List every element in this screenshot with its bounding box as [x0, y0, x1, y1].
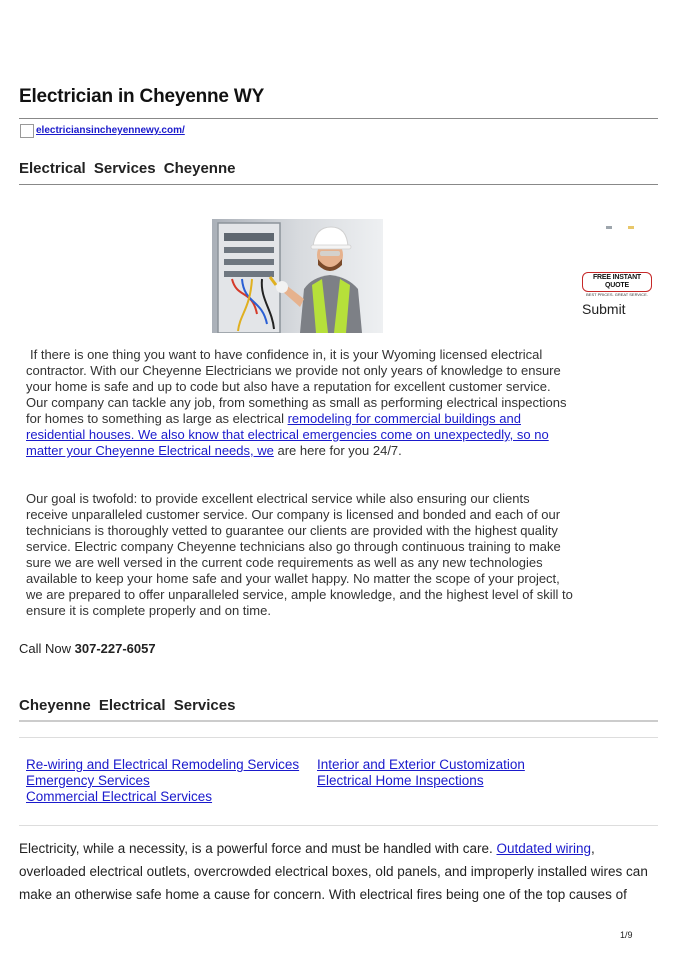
electrician-photo — [212, 219, 383, 333]
remodeling-link[interactable]: remodeling for commercial buildings and residential houses. We also know that electrical emergencies come on unexpectedly, so no matter your Cheyenne Electrical needs, we — [26, 411, 549, 458]
quote-badge-label: FREE INSTANT QUOTE — [582, 272, 652, 292]
favicon-icon — [20, 124, 34, 138]
phone-number[interactable]: 307-227-6057 — [74, 641, 156, 656]
body-text-end: , overloaded electrical outlets, overcrowded electrical boxes, old panels, and improperly installed wires can make an otherwise safe home a cause for concern. With electrical fires being one of the top causes of — [19, 841, 648, 902]
body-text-start: Electricity, while a necessity, is a powerful force and must be handled with care. — [19, 841, 497, 856]
intro-text-end: are here for you 24/7. — [273, 443, 402, 458]
goal-paragraph: Our goal is twofold: to provide excellent electrical service while also ensuring our clients receive unparalleled customer service. Our company is licensed and bonded and each of our technicians is thoroughly vetted to guarantee our clients are provided with the highest quality service. Electric company Cheyenne technicians also go through continuous training to make sure we are well versed in the current code requirements as well as any new technologies available to keep your home safe and your wallet happy. No matter the scope of your project, we are prepared to offer unparalleled service, ample knowledge, and the highest level of skill to ensure it is complete properly and on time. — [26, 491, 573, 618]
section-heading-cheyenne-services: Cheyenne Electrical Services — [19, 697, 236, 714]
services-links-col2 — [317, 757, 525, 789]
outdated-wiring-link[interactable]: Outdated wiring — [496, 841, 592, 856]
call-now-line — [19, 641, 156, 656]
call-now-label: Call Now — [19, 641, 72, 656]
services-links-col1 — [26, 757, 299, 805]
page-number: 1/9 — [620, 930, 633, 940]
service-link-commercial[interactable]: Commercial Electrical Services — [26, 789, 213, 804]
links-bottom-divider — [19, 825, 658, 826]
quote-badge-tagline: BEST PRICES. GREAT SERVICE. — [586, 292, 648, 297]
service-link-emergency[interactable]: Emergency Services — [26, 773, 150, 788]
electricity-paragraph — [19, 837, 659, 906]
service-link-inspections[interactable]: Electrical Home Inspections — [317, 773, 484, 788]
submit-button[interactable]: Submit — [582, 301, 626, 317]
page-title: Electrician in Cheyenne WY — [19, 86, 265, 107]
service-link-customization[interactable]: Interior and Exterior Customization — [317, 757, 525, 772]
sidebar-thumbnail-icon — [606, 226, 612, 229]
service-link-rewiring[interactable]: Re-wiring and Electrical Remodeling Services — [26, 757, 300, 772]
section-divider — [19, 720, 658, 722]
intro-paragraph — [26, 347, 574, 459]
intro-text: If there is one thing you want to have confidence in, it is your Wyoming licensed electrical contractor. With our Cheyenne Electricians we provide not only years of knowledge to ensure your home is safe and up to code but also have a reputation for excellent customer service. Our company can tackle any job, from something as small as performing electrical inspections for homes to something as large as electrical — [26, 347, 567, 426]
section-divider — [19, 184, 658, 185]
links-top-divider — [19, 737, 658, 738]
sidebar-thumbnail-icon — [628, 226, 634, 229]
free-instant-quote-badge[interactable] — [582, 272, 652, 297]
site-url-link[interactable]: electriciansincheyennewy.com/ — [36, 125, 185, 136]
title-divider — [19, 118, 658, 119]
section-heading-electrical-services: Electrical Services Cheyenne — [19, 160, 236, 177]
